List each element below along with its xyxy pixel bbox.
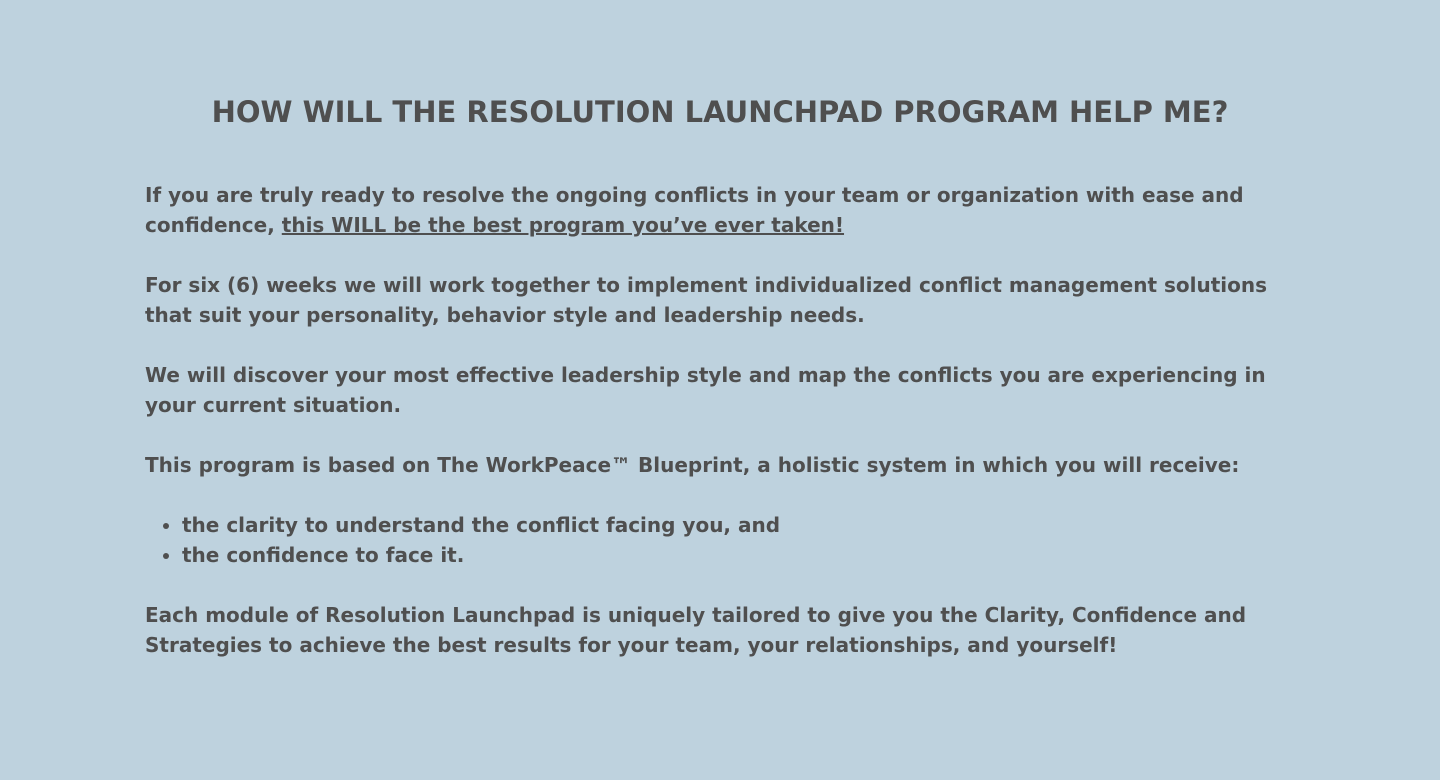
benefits-list [145,510,1295,570]
list-item: • the clarity to understand the conflict facing you, and [182,510,1295,540]
discover-paragraph: We will discover your most effective leadership style and map the conflicts you are experiencing in your current situation. [145,363,1266,417]
section-heading: HOW WILL THE RESOLUTION LAUNCHPAD PROGRAM HELP ME? [211,95,1229,129]
intro-paragraph [145,180,1295,240]
intro-text: If you are truly ready to resolve the ongoing conflicts in your team or organization with ease and confidence, [145,183,1244,237]
intro-emphasis: this WILL be the best program you’ve ever taken! [281,213,845,237]
section-body [145,180,1295,690]
blueprint-paragraph: This program is based on The WorkPeace™ Blueprint, a holistic system in which you will receive: [145,453,1240,477]
weeks-paragraph: For six (6) weeks we will work together to implement individualized conflict management solutions that suit your personality, behavior style and leadership needs. [145,273,1268,327]
list-item: • the confidence to face it. [182,540,1295,570]
module-paragraph: Each module of Resolution Launchpad is uniquely tailored to give you the Clarity, Confidence and Strategies to achieve the best results for your team, your relationships, and yourself! [145,603,1247,657]
